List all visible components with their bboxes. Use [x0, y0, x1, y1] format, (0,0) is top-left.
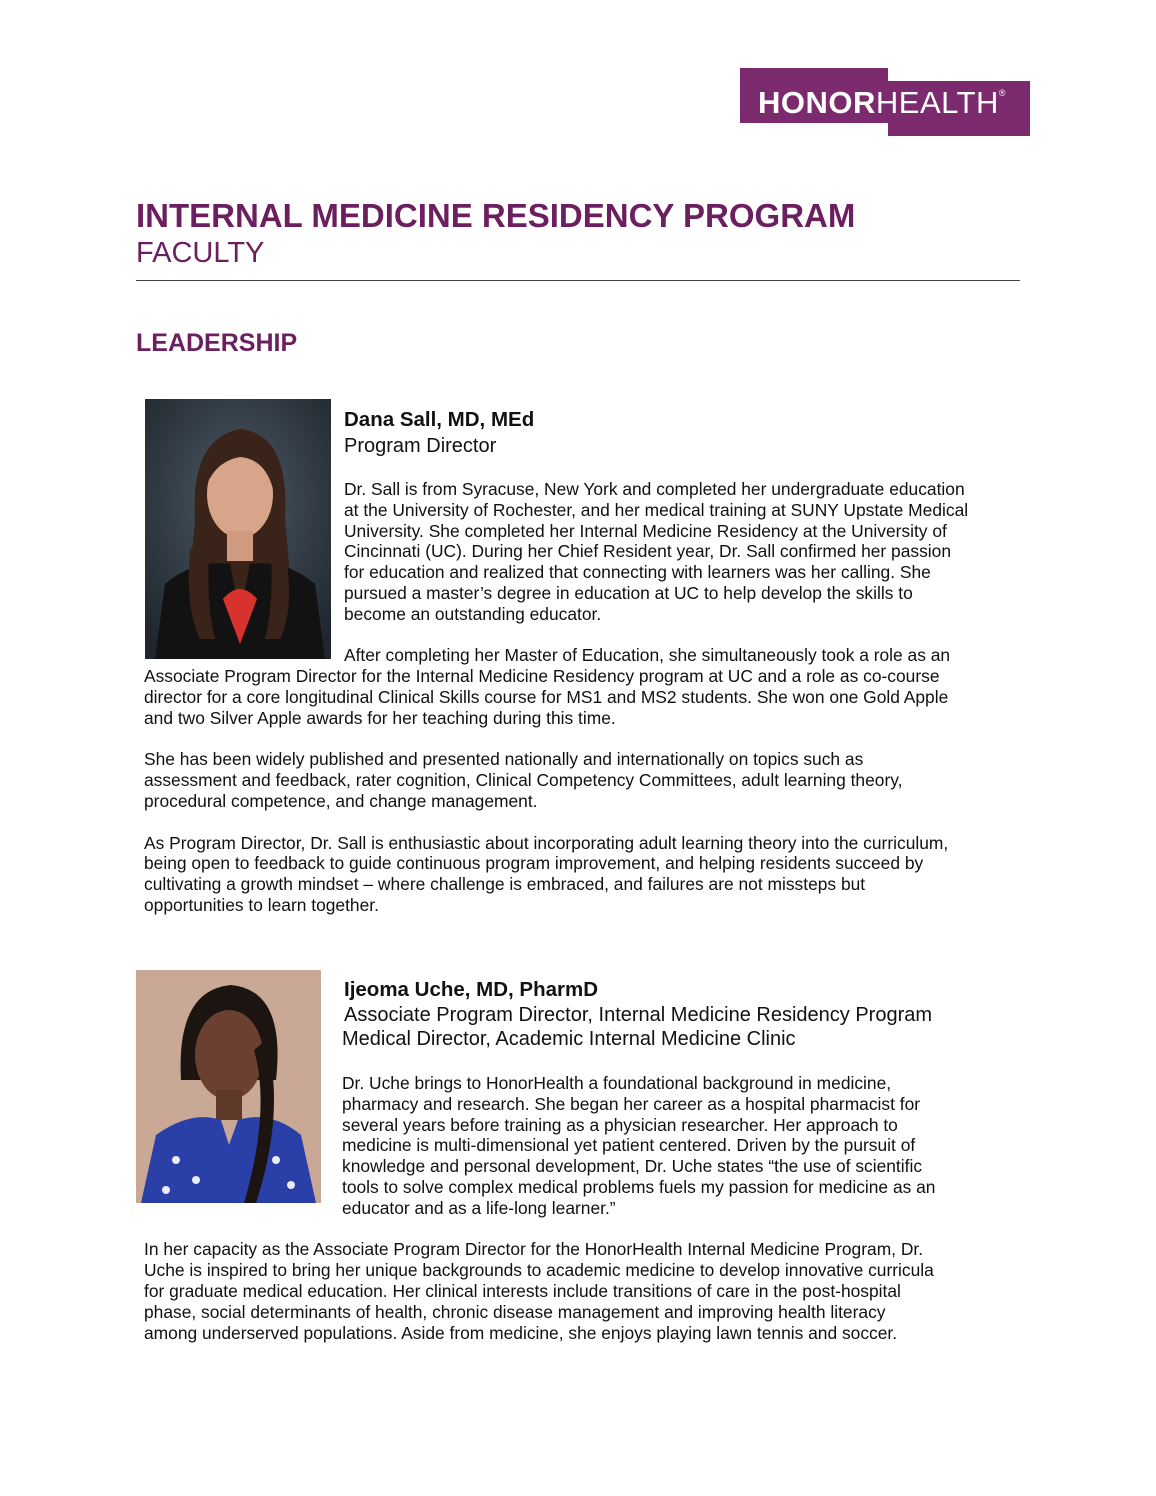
bio-line: for education and realized that connecting with learners was her calling. She [344, 562, 931, 583]
bio-line: Dr. Sall is from Syracuse, New York and completed her undergraduate education [344, 479, 965, 499]
section-heading-leadership: LEADERSHIP [136, 329, 298, 357]
person-name: Dana Sall, MD, MEd [344, 408, 535, 431]
header-divider [136, 280, 1020, 281]
bio-line: After completing her Master of Education, she simultaneously took a role as an [344, 645, 951, 666]
page-title: INTERNAL MEDICINE RESIDENCY PROGRAM [136, 197, 856, 234]
bio-line: phase, social determinants of health, chronic disease management and improving health literacy [144, 1301, 886, 1322]
paragraph-gap [144, 729, 968, 750]
bio-line: among underserved populations. Aside from medicine, she enjoys playing lawn tennis and soccer. [144, 1322, 898, 1343]
person-role: Program Director [344, 435, 497, 457]
paragraph-gap [144, 812, 968, 833]
bio-line: and two Silver Apple awards for her teaching during this time. [144, 707, 616, 728]
bio-line: In her capacity as the Associate Program Director for the HonorHealth Internal Medicine Program, Dr. [144, 1239, 924, 1260]
bio-line: educator and as a life-long learner.” [342, 1197, 616, 1218]
bio-line: As Program Director, Dr. Sall is enthusiastic about incorporating adult learning theory into the curriculum, [144, 832, 949, 853]
logo-text-honor: HONOR [758, 85, 876, 120]
bio-line: being open to feedback to guide continuous program improvement, and helping residents succeed by [144, 853, 924, 874]
bio-line: Dr. Uche brings to HonorHealth a foundational background in medicine, [342, 1073, 892, 1093]
person-role: Associate Program Director, Internal Medicine Residency Program [344, 1004, 933, 1026]
bio-line: pursued a master’s degree in education at UC to help develop the skills to [344, 582, 913, 603]
bio-line: director for a core longitudinal Clinical Skills course for MS1 and MS2 students. She won one Gold Apple [144, 686, 949, 707]
bio-line: Uche is inspired to bring her unique backgrounds to academic medicine to develop innovative curricula [144, 1260, 934, 1281]
bio-line: assessment and feedback, rater cognition, Clinical Competency Committees, adult learning theory, [144, 770, 903, 791]
bio-line: tools to solve complex medical problems fuels my passion for medicine as an [342, 1176, 936, 1197]
bio-line: pharmacy and research. She began her career as a hospital pharmacist for [342, 1093, 921, 1114]
honorhealth-logo [740, 68, 1030, 136]
bio-line: She has been widely published and presented nationally and internationally on topics such as [144, 749, 864, 770]
registered-mark: ® [998, 88, 1007, 98]
person-role: Medical Director, Academic Internal Medicine Clinic [342, 1028, 796, 1050]
bio-line: several years before training as a physician researcher. Her approach to [342, 1114, 898, 1135]
bio-line: for graduate medical education. Her clinical interests include transitions of care in the post-hospital [144, 1280, 901, 1301]
bio-line: knowledge and personal development, Dr. Uche states “the use of scientific [342, 1156, 923, 1177]
bio-line: medicine is multi-dimensional yet patient centered. Driven by the pursuit of [342, 1135, 916, 1156]
bio-line: become an outstanding educator. [344, 603, 602, 624]
bio-line: Associate Program Director for the Internal Medicine Residency program at UC and a role as co-course [144, 666, 940, 687]
logo-text-health: HEALTH [875, 85, 999, 120]
bio-line: procedural competence, and change management. [144, 790, 538, 811]
person-name: Ijeoma Uche, MD, PharmD [344, 978, 599, 1001]
bio-line: Cincinnati (UC). During her Chief Resident year, Dr. Sall confirmed her passion [344, 541, 951, 562]
person-bio [144, 1073, 935, 1343]
paragraph-gap [144, 625, 968, 646]
bio-line: opportunities to learn together. [144, 894, 379, 915]
bio-line: cultivating a growth mindset – where challenge is embraced, and failures are not missteps but [144, 874, 866, 895]
page-subtitle: FACULTY [136, 237, 265, 269]
bio-line: University. She completed her Internal Medicine Residency at the University of [344, 520, 947, 541]
person-bio [144, 479, 968, 916]
bio-line: at the University of Rochester, and her medical training at SUNY Upstate Medical [344, 499, 969, 520]
paragraph-gap [144, 1219, 935, 1240]
